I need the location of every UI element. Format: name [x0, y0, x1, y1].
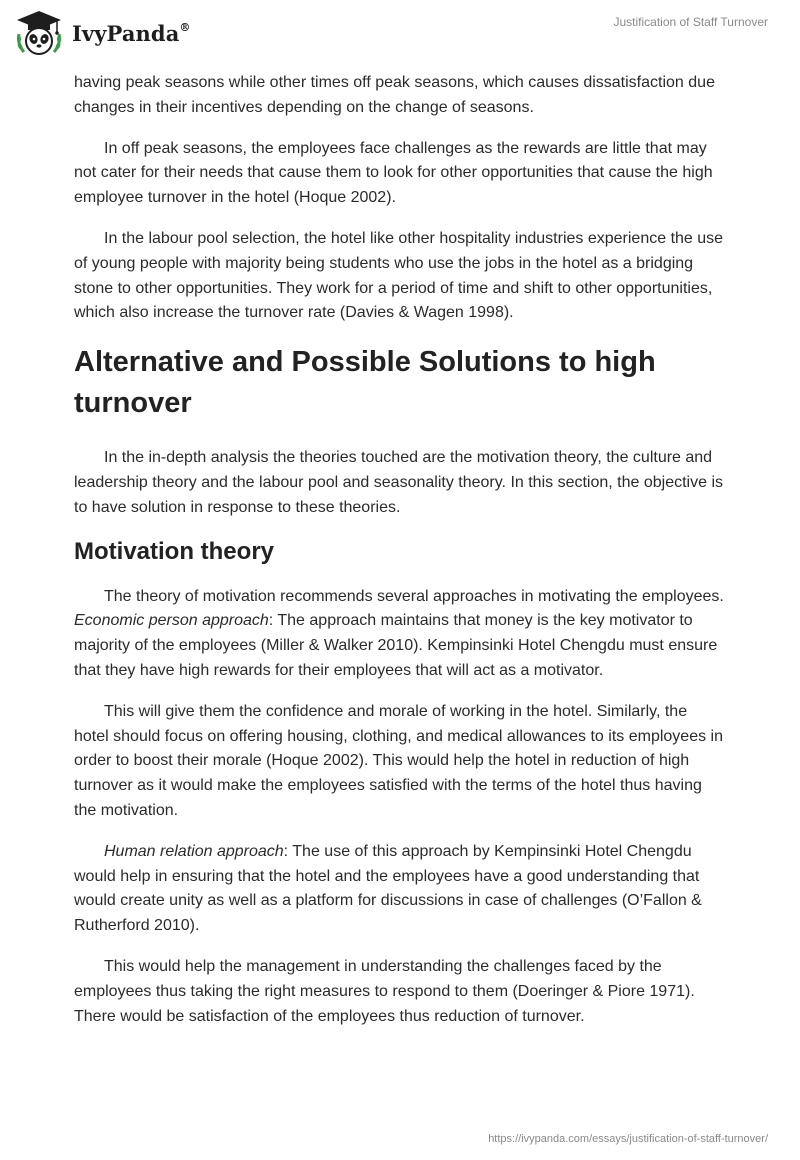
emphasis-term: Economic person approach — [74, 612, 269, 630]
section-heading: Alternative and Possible Solutions to high turnover — [74, 346, 656, 420]
paragraph — [74, 840, 724, 939]
panda-logo-icon — [14, 8, 64, 58]
paragraph: In the in-depth analysis the theories touched are the motivation theory, the culture and leadership theory and the labour pool and seasonality theory. In this section, the objective is to have solution in response to these theories. — [74, 449, 723, 516]
paragraph-text: : The use of this approach by Kempinsinki Hotel Chengdu would help in ensuring that the hotel and the employees have a good understanding that would create unity as well as a platform for discussions in case of challenges (O’Fallon & Rutherford 2010). — [74, 842, 702, 935]
paragraph-text: : The approach maintains that money is the key motivator to majority of the employees (Miller & Walker 2010). Kempinsinki Hotel Chengdu must ensure that they have high rewards for their employees that will act as a motivator. — [74, 612, 718, 679]
paragraph-text: The theory of motivation recommends several approaches in motivating the employees. — [104, 587, 724, 605]
brand-name — [72, 21, 191, 46]
subsection-heading: Motivation theory — [74, 537, 275, 565]
paragraph: This would help the management in understanding the challenges faced by the employees thus taking the right measures to respond to them (Doeringer & Piore 1971). There would be satisfaction of the employees thus reduction of turnover. — [74, 957, 695, 1025]
paragraph: In off peak seasons, the employees face challenges as the rewards are little that may not cater for their needs that cause them to look for other opportunities that cause the high employee turnover in the hotel (Hoque 2002). — [74, 139, 713, 207]
paragraph: This will give them the confidence and morale of working in the hotel. Similarly, the hotel should focus on offering housing, clothing, and medical allowances to its employees in order to boost their morale (Hoque 2002). This would help the hotel in reduction of high turnover as it would make the employees satisfied with the terms of the hotel thus having the motivation. — [74, 702, 723, 819]
emphasis-term: Human relation approach — [104, 842, 284, 860]
document-title: Justification of Staff Turnover — [613, 15, 768, 29]
paragraph: having peak seasons while other times off peak seasons, which causes dissatisfaction due changes in their incentives depending on the change of seasons. — [74, 74, 715, 116]
page-header — [0, 0, 800, 70]
brand-name-text: IvyPanda — [72, 20, 180, 46]
registered-mark: ® — [179, 20, 191, 34]
paragraph: In the labour pool selection, the hotel like other hospitality industries experience the use of young people with majority being students who use the jobs in the hotel as a bridging stone to other opportunities. They work for a period of time and shift to other opportunities, which also increase the turnover rate (Davies & Wagen 1998). — [74, 229, 724, 322]
paragraph — [74, 585, 724, 684]
source-url[interactable]: https://ivypanda.com/essays/justification-of-staff-turnover/ — [488, 1133, 768, 1145]
essay-body — [74, 70, 724, 1045]
ivypanda-logo[interactable] — [14, 8, 191, 58]
